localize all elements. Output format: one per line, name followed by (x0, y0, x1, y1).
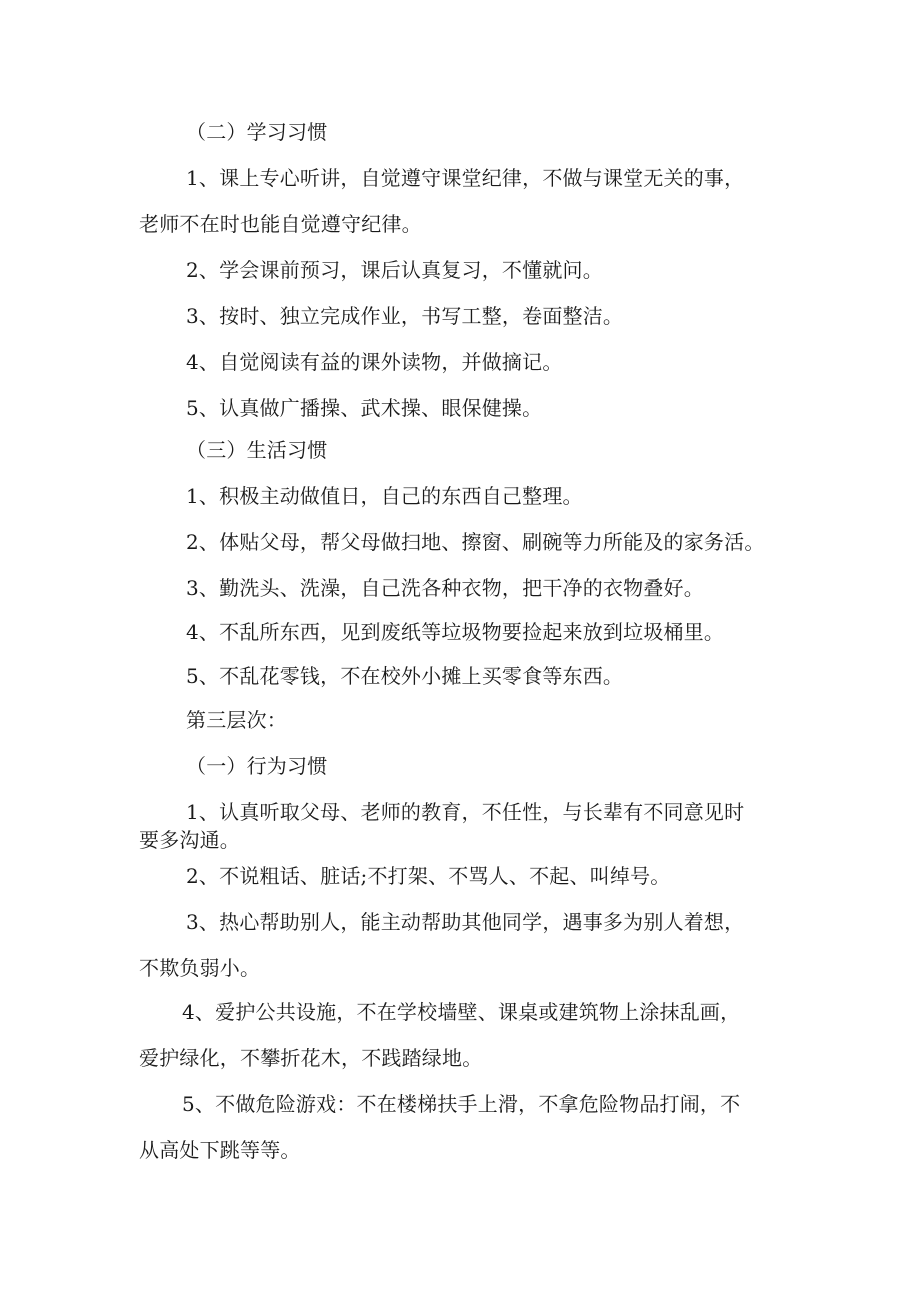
behavior-habit-item-1: 1、认真听取父母、老师的教育，不任性，与长辈有不同意见时 (186, 800, 745, 824)
life-habit-item-3: 3、勤洗头、洗澡，自己洗各种衣物，把干净的衣物叠好。 (186, 576, 704, 600)
section-heading-study-habits: （二）学习习惯 (186, 120, 328, 144)
study-habit-item-1-continued: 老师不在时也能自觉遵守纪律。 (139, 212, 422, 236)
section-heading-life-habits: （三）生活习惯 (186, 438, 328, 462)
behavior-habit-item-3: 3、热心帮助别人，能主动帮助其他同学，遇事多为别人着想， (186, 910, 745, 934)
life-habit-item-4: 4、不乱所东西，见到废纸等垃圾物要捡起来放到垃圾桶里。 (186, 620, 725, 644)
behavior-habit-item-5: 5、不做危险游戏：不在楼梯扶手上滑，不拿危险物品打闹，不 (182, 1092, 741, 1116)
behavior-habit-item-3-continued: 不欺负弱小。 (139, 956, 261, 980)
life-habit-item-2: 2、体贴父母，帮父母做扫地、擦窗、刷碗等力所能及的家务活。 (186, 530, 765, 554)
study-habit-item-3: 3、按时、独立完成作业，书写工整，卷面整洁。 (186, 304, 624, 328)
study-habit-item-4: 4、自觉阅读有益的课外读物，并做摘记。 (186, 350, 563, 374)
study-habit-item-1: 1、课上专心听讲，自觉遵守课堂纪律，不做与课堂无关的事， (186, 166, 745, 190)
behavior-habit-item-1-continued: 要多沟通。 (139, 828, 240, 852)
behavior-habit-item-4-continued: 爱护绿化，不攀折花木，不践踏绿地。 (139, 1046, 483, 1070)
level-three-heading: 第三层次： (186, 708, 287, 732)
behavior-habit-item-4: 4、爱护公共设施，不在学校墙壁、课桌或建筑物上涂抹乱画， (182, 1000, 741, 1024)
behavior-habit-item-2: 2、不说粗话、脏话;不打架、不骂人、不起、叫绰号。 (186, 864, 671, 888)
section-heading-behavior-habits: （一）行为习惯 (186, 754, 328, 778)
study-habit-item-2: 2、学会课前预习，课后认真复习，不懂就问。 (186, 258, 603, 282)
behavior-habit-item-5-continued: 从高处下跳等等。 (139, 1138, 301, 1162)
life-habit-item-5: 5、不乱花零钱，不在校外小摊上买零食等东西。 (186, 664, 624, 688)
study-habit-item-5: 5、认真做广播操、武术操、眼保健操。 (186, 396, 543, 420)
life-habit-item-1: 1、积极主动做值日，自己的东西自己整理。 (186, 484, 583, 508)
